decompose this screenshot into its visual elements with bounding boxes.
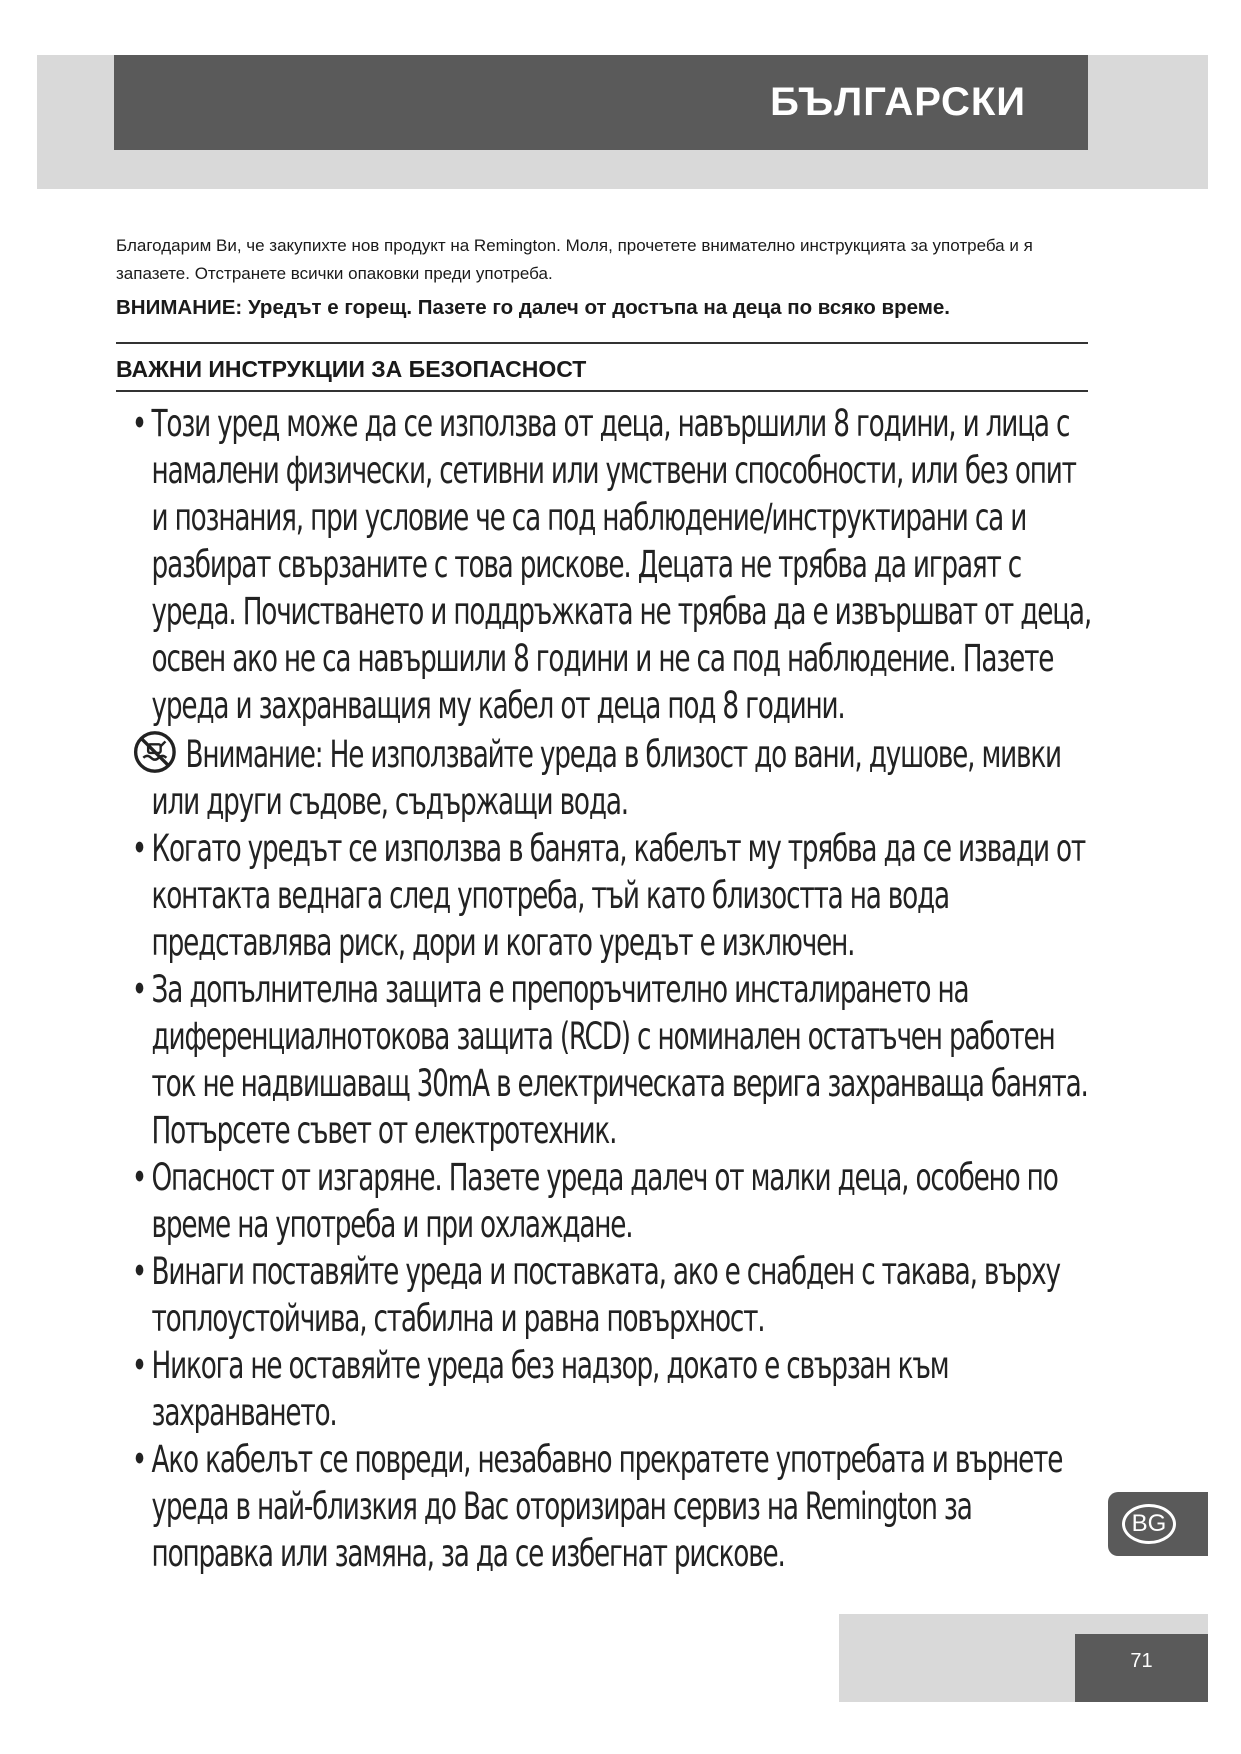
bullet: • (131, 1438, 147, 1481)
language-title: БЪЛГАРСКИ (770, 80, 1026, 124)
list-item-text: Никога не оставяйте уреда без надзор, докато е свързан към захранването. (151, 1344, 949, 1434)
list-item-water-warning (116, 729, 1096, 825)
list-item-text: Опасност от изгаряне. Пазете уреда далеч от малки деца, особено по време на употреба и при охлаждане. (151, 1156, 1058, 1246)
safety-instructions-list (116, 400, 1096, 1577)
bullet: • (131, 827, 147, 870)
list-item-text: Винаги поставяйте уреда и поставката, ако е снабден с такава, върху топлоустойчива, стабилна и равна повърхност. (151, 1250, 1060, 1340)
no-water-icon (132, 729, 178, 775)
list-item-text: Ако кабелът се повреди, незабавно прекратете употребата и върнете уреда в най-близкия до Вас оторизиран сервиз на Remington за поправка или замяна, за да се избегнат рискове. (151, 1438, 1063, 1575)
bullet: • (131, 1156, 147, 1199)
page-number: 71 (1075, 1634, 1208, 1702)
bullet: • (131, 1344, 147, 1387)
language-side-tab (1108, 1492, 1208, 1556)
bullet: • (131, 968, 147, 1011)
list-item-text: За допълнителна защита е препоръчително инсталирането на диференциалнотокова защита (RCD) с номинален остатъчен работен ток не надвишаващ 30mA в електрическата верига захранваща банята. Потърсете съвет от електротехник. (151, 968, 1088, 1152)
list-item (116, 1248, 1096, 1342)
section-rule-top (116, 342, 1088, 344)
intro-text: Благодарим Ви, че закупихте нов продукт на Remington. Моля, прочетете внимателно инструкцията за употреба и я запазете. Отстранете всички опаковки преди употреба. (116, 236, 1033, 283)
bullet: • (131, 402, 147, 445)
list-item (116, 1342, 1096, 1436)
language-badge: BG (1122, 1504, 1176, 1544)
bullet: • (131, 1250, 147, 1293)
language-title-bar (114, 55, 1088, 150)
list-item-text: Този уред може да се използва от деца, навършили 8 години, и лица с намалени физически, сетивни или умствени способности, или без опит и познания, при условие че са под наблюдение/инструктирани са и разбират свързаните с това рискове. Децата не трябва да играят с уреда. Почистването и поддръжката не трябва да е извършват от деца, освен ако не са навършили 8 години и не са под наблюдение. Пазете уреда и захранващия му кабел от деца под 8 години. (151, 402, 1092, 727)
section-title: ВАЖНИ ИНСТРУКЦИИ ЗА БЕЗОПАСНОСТ (116, 356, 587, 382)
list-item-text: Когато уредът се използва в банята, кабелът му трябва да се извади от контакта веднага след употреба, тъй като близостта на вода представлява риск, дори и когато уредът е изключен. (151, 827, 1086, 964)
section-rule-bottom (116, 390, 1088, 392)
list-item (116, 400, 1096, 729)
list-item (116, 966, 1096, 1154)
list-item (116, 1436, 1096, 1577)
heat-warning: ВНИМАНИЕ: Уредът е горещ. Пазете го далеч от достъпа на деца по всяко време. (116, 296, 950, 319)
list-item (116, 1154, 1096, 1248)
list-item-text: Внимание: Не използвайте уреда в близост до вани, душове, мивки или други съдове, съдържащи вода. (151, 733, 1061, 823)
list-item (116, 825, 1096, 966)
